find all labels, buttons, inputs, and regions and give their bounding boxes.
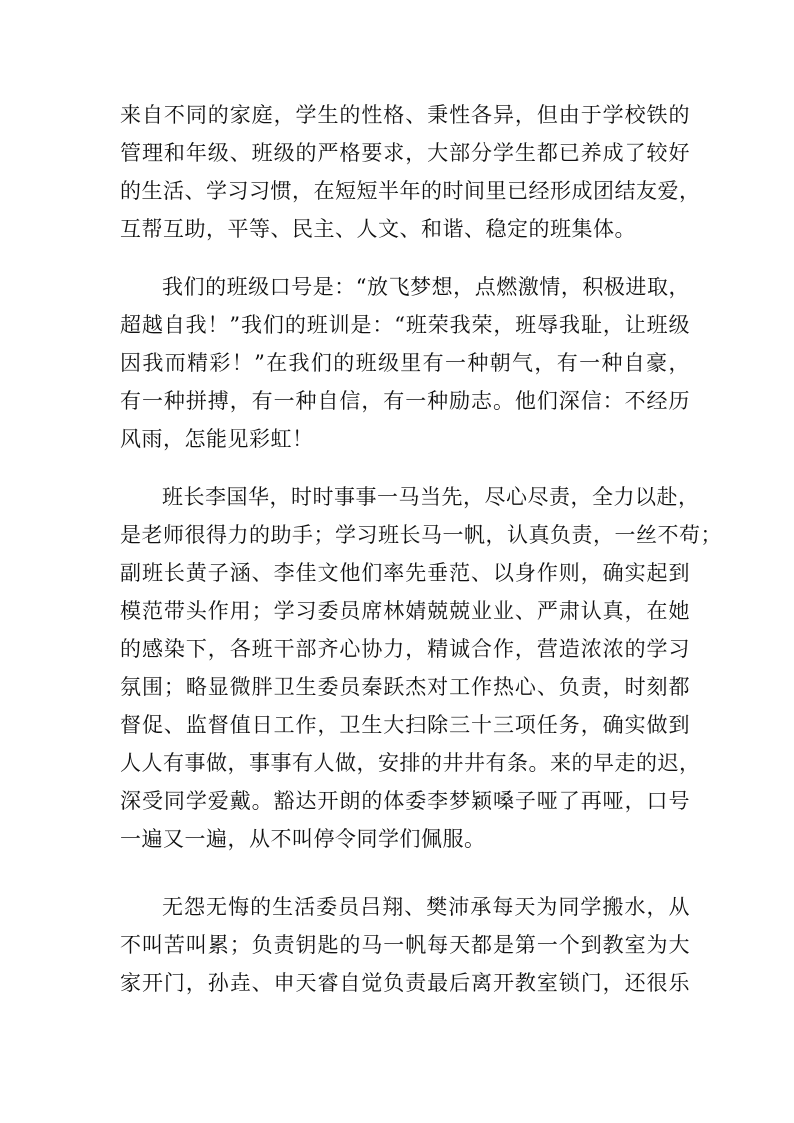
paragraph-3-line-4: 模范带头作用；学习委员席林婧兢兢业业、严肃认真，在她 [120,599,690,623]
paragraph-3-line-6: 氛围；略显微胖卫生委员秦跃杰对工作热心、负责，时刻都 [120,675,690,699]
paragraph-3-line-10: 一遍又一遍，从不叫停令同学们佩服。 [120,827,486,851]
paragraph-3-line-1: 班长李国华，时时事事一马当先，尽心尽责，全力以赴， [162,485,700,509]
paragraph-1-line-2: 管理和年级、班级的严格要求，大部分学生都已养成了较好 [120,141,690,165]
paragraph-2-line-1: 我们的班级口号是：“放飞梦想，点燃激情，积极进取， [162,275,690,299]
paragraph-2-line-5: 风雨，怎能见彩虹！ [120,427,314,451]
paragraph-3-line-7: 督促、监督值日工作，卫生大扫除三十三项任务，确实做到 [120,713,690,737]
paragraph-4-line-3: 家开门，孙垚、申天睿自觉负责最后离开教室锁门，还很乐 [120,971,690,995]
paragraph-3-line-3: 副班长黄子涵、李佳文他们率先垂范、以身作则，确实起到 [120,561,690,585]
paragraph-4-line-1: 无怨无悔的生活委员吕翔、樊沛承每天为同学搬水，从 [162,895,690,919]
paragraph-2-line-4: 有一种拼搏，有一种自信，有一种励志。他们深信：不经历 [120,389,690,413]
paragraph-2-line-3: 因我而精彩！”在我们的班级里有一种朝气，有一种自豪， [120,351,690,375]
paragraph-1-line-3: 的生活、学习习惯，在短短半年的时间里已经形成团结友爱， [120,179,701,203]
paragraph-3-line-9: 深受同学爱戴。豁达开朗的体委李梦颖嗓子哑了再哑，口号 [120,789,690,813]
paragraph-2-line-2: 超越自我！”我们的班训是：“班荣我荣，班辱我耻，让班级 [120,313,690,337]
paragraph-4-line-2: 不叫苦叫累；负责钥匙的马一帆每天都是第一个到教室为大 [120,933,690,957]
paragraph-3-line-8: 人人有事做，事事有人做，安排的井井有条。来的早走的迟， [120,751,701,775]
paragraph-3-line-5: 的感染下，各班干部齐心协力，精诚合作，营造浓浓的学习 [120,637,690,661]
paragraph-3-line-2: 是老师很得力的助手；学习班长马一帆，认真负责，一丝不苟； [120,523,722,547]
paragraph-1-line-1: 来自不同的家庭，学生的性格、秉性各异，但由于学校铁的 [120,103,690,127]
paragraph-1-line-4: 互帮互助，平等、民主、人文、和谐、稳定的班集体。 [120,217,636,241]
